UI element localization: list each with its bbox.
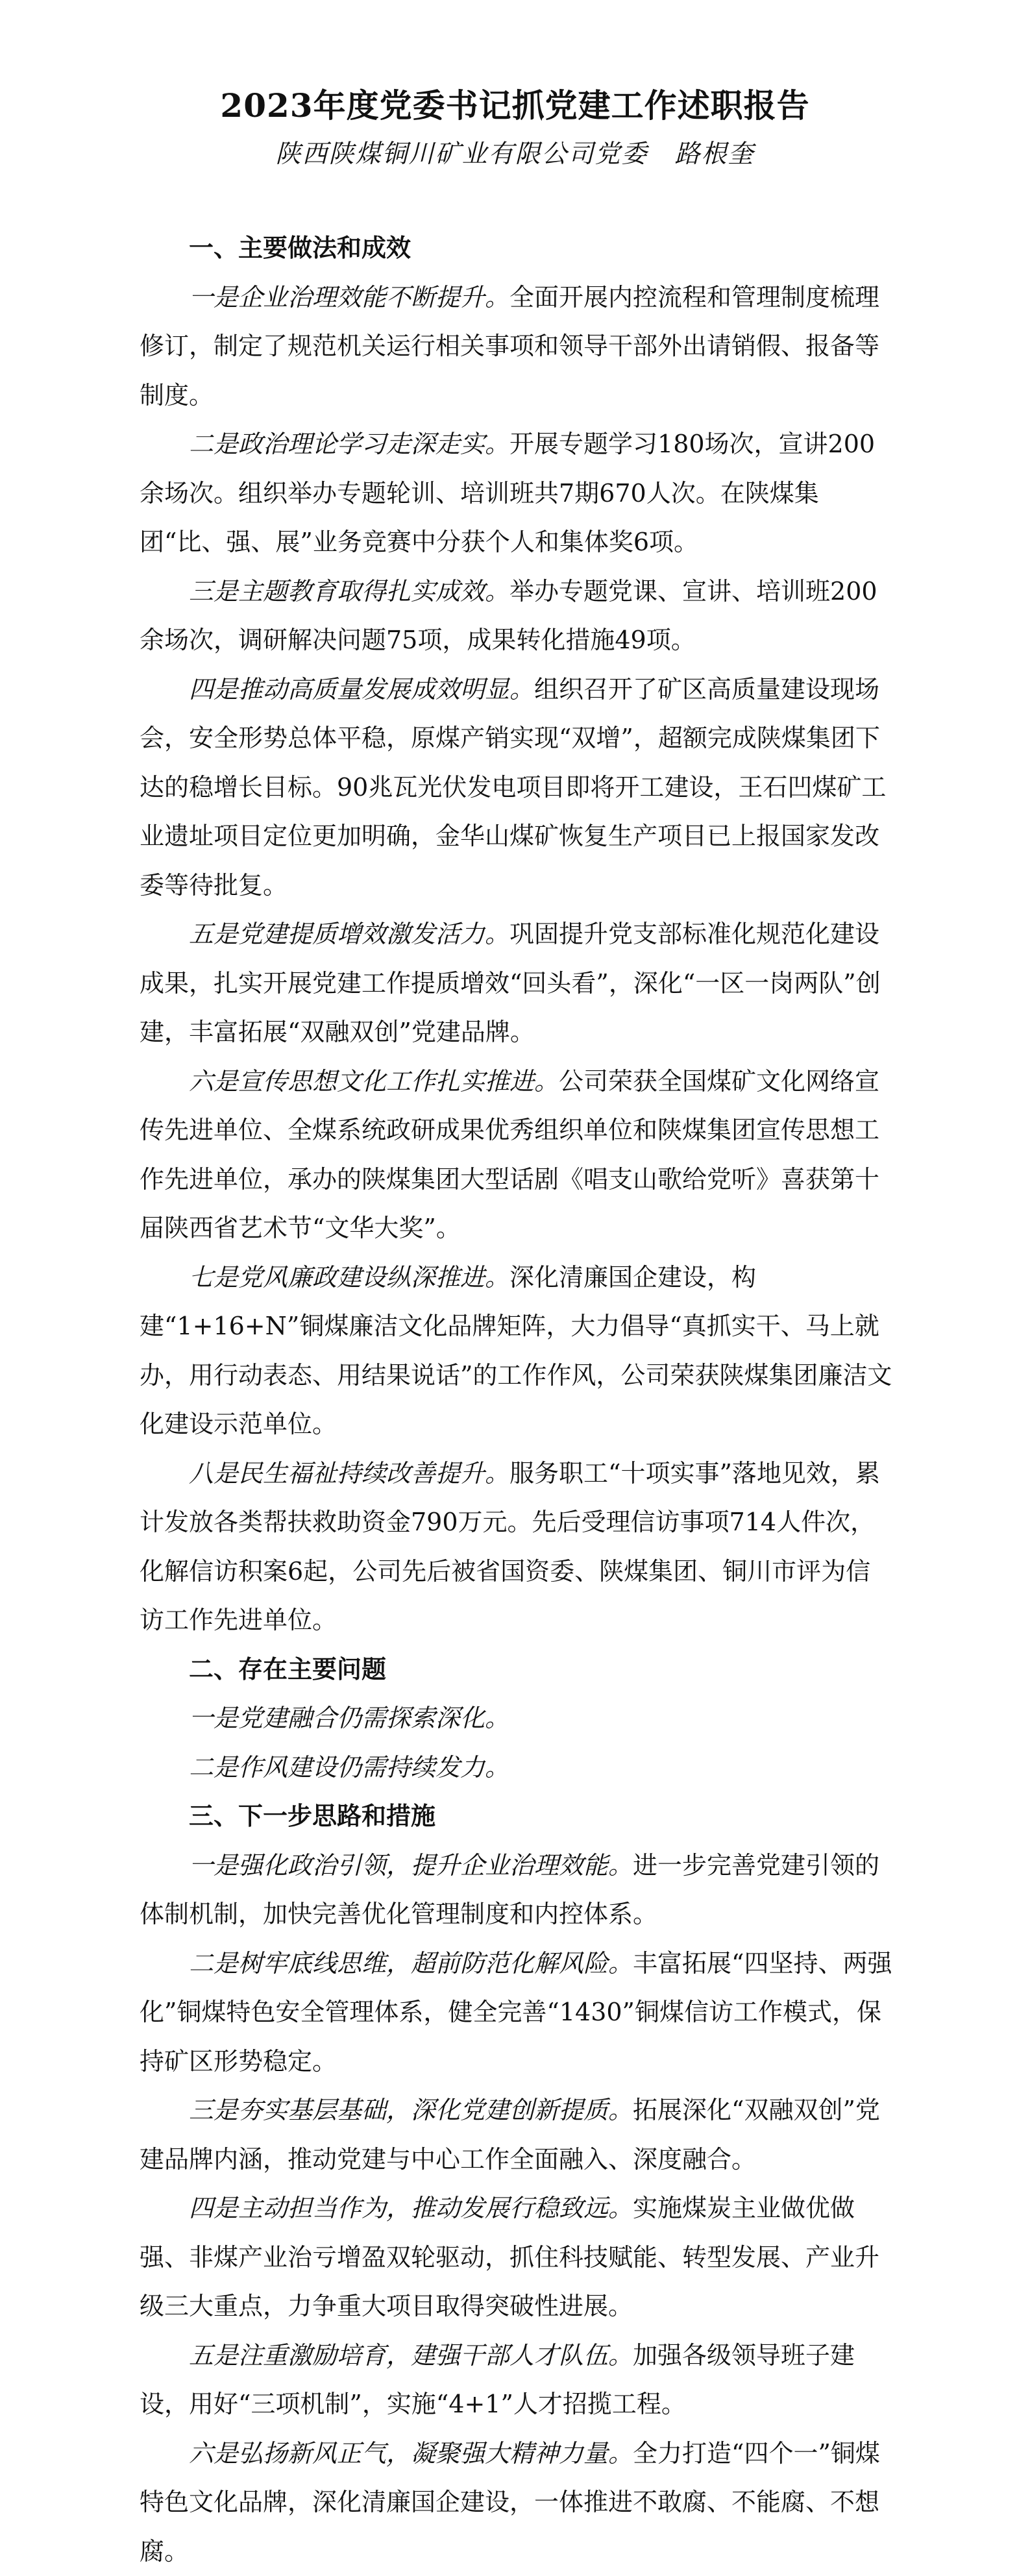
paragraph <box>140 1449 892 1645</box>
paragraph-lead: 二是政治理论学习走深走实。 <box>189 430 509 458</box>
paragraph-lead: 一是企业治理效能不断提升。 <box>189 283 509 312</box>
paragraph-text: 全面开展内控流程和管理制度梳理修订，制定了规范机关运行相关事项和领导干部外出请销假、报备等制度。 <box>140 283 879 410</box>
paragraph-lead: 二是树牢底线思维，超前防范化解风险。 <box>189 1949 633 1978</box>
paragraph <box>140 2086 892 2184</box>
paragraph-lead: 一是强化政治引领，提升企业治理效能。 <box>189 1851 633 1880</box>
section-heading-1: 一、主要做法和成效 <box>140 224 892 273</box>
paragraph <box>140 1694 892 1743</box>
paragraph-text: 服务职工“十项实事”落地见效，累计发放各类帮扶救助资金790万元。先后受理信访事项714人件次，化解信访积案6起，公司先后被省国资委、陕煤集团、铜川市评为信访工作先进单位。 <box>140 1459 880 1635</box>
paragraph-lead: 六是宣传思想文化工作扎实推进。 <box>189 1067 559 1096</box>
paragraph-lead: 二是作风建设仍需持续发力。 <box>189 1753 509 1782</box>
paragraph <box>140 1939 892 2087</box>
paragraph-lead: 四是主动担当作为，推动发展行稳致远。 <box>189 2194 633 2222</box>
section-heading-3: 三、下一步思路和措施 <box>140 1792 892 1841</box>
paragraph-text: 加强各级领导班子建设，用好“三项机制”，实施“4+1”人才招揽工程。 <box>140 2341 855 2419</box>
paragraph <box>140 1253 892 1449</box>
paragraph-lead: 三是夯实基层基础，深化党建创新提质。 <box>189 2096 633 2124</box>
paragraph-lead: 五是党建提质增效激发活力。 <box>189 920 509 948</box>
paragraph-lead: 八是民生福祉持续改善提升。 <box>189 1459 509 1488</box>
paragraph-text: 实施煤炭主业做优做强、非煤产业治亏增盈双轮驱动，抓住科技赋能、转型发展、产业升级三大重点，力争重大项目取得突破性进展。 <box>140 2194 879 2320</box>
paragraph-text: 拓展深化“双融双创”党建品牌内涵，推动党建与中心工作全面融入、深度融合。 <box>140 2096 880 2174</box>
paragraph <box>140 665 892 911</box>
paragraph-lead: 六是弘扬新风正气，凝聚强大精神力量。 <box>189 2439 633 2468</box>
paragraph-text: 进一步完善党建引领的体制机制，加快完善优化管理制度和内控体系。 <box>140 1851 879 1929</box>
paragraph-text: 公司荣获全国煤矿文化网络宣传先进单位、全煤系统政研成果优秀组织单位和陕煤集团宣传思想工作先进单位，承办的陕煤集团大型话剧《唱支山歌给党听》喜获第十届陕西省艺术节“文华大奖”。 <box>140 1067 879 1243</box>
paragraph <box>140 910 892 1057</box>
paragraph <box>140 273 892 421</box>
paragraph-lead: 一是党建融合仍需探索深化。 <box>189 1704 509 1732</box>
document-title: 2023年度党委书记抓党建工作述职报告 <box>0 83 1030 129</box>
paragraph <box>140 2429 892 2576</box>
paragraph-text: 丰富拓展“四坚持、两强化”铜煤特色安全管理体系，健全完善“1430”铜煤信访工作模式，保持矿区形势稳定。 <box>140 1949 892 2076</box>
paragraph <box>140 2184 892 2331</box>
paragraph-text: 组织召开了矿区高质量建设现场会，安全形势总体平稳，原煤产销实现“双增”，超额完成陕煤集团下达的稳增长目标。90兆瓦光伏发电项目即将开工建设，王石凹煤矿工业遗址项目定位更加明确，金华山煤矿恢复生产项目已上报国家发改委等待批复。 <box>140 675 886 900</box>
paragraph-lead: 五是注重激励培育，建强干部人才队伍。 <box>189 2341 633 2370</box>
paragraph-text: 全力打造“四个一”铜煤特色文化品牌，深化清廉国企建设，一体推进不敢腐、不能腐、不想腐。 <box>140 2439 880 2566</box>
document-subtitle: 陕西陕煤铜川矿业有限公司党委 路根奎 <box>0 136 1030 173</box>
paragraph <box>140 1743 892 1793</box>
paragraph-text: 巩固提升党支部标准化规范化建设成果，扎实开展党建工作提质增效“回头看”，深化“一区一岗两队”创建，丰富拓展“双融双创”党建品牌。 <box>140 920 881 1046</box>
paragraph <box>140 567 892 665</box>
paragraph-lead: 七是党风廉政建设纵深推进。 <box>189 1263 509 1292</box>
document-body <box>140 224 892 2576</box>
paragraph-text: 举办专题党课、宣讲、培训班200余场次，调研解决问题75项，成果转化措施49项。 <box>140 577 877 655</box>
paragraph-text: 深化清廉国企建设，构建“1+16+N”铜煤廉洁文化品牌矩阵，大力倡导“真抓实干、马上就办，用行动表态、用结果说话”的工作作风，公司荣获陕煤集团廉洁文化建设示范单位。 <box>140 1263 892 1439</box>
paragraph-lead: 四是推动高质量发展成效明显。 <box>189 675 534 704</box>
paragraph-text: 开展专题学习180场次，宣讲200余场次。组织举办专题轮训、培训班共7期670人次。在陕煤集团“比、强、展”业务竞赛中分获个人和集体奖6项。 <box>140 430 875 556</box>
paragraph <box>140 2331 892 2429</box>
paragraph <box>140 1841 892 1939</box>
paragraph <box>140 420 892 567</box>
paragraph <box>140 1057 892 1253</box>
section-heading-2: 二、存在主要问题 <box>140 1645 892 1695</box>
paragraph-lead: 三是主题教育取得扎实成效。 <box>189 577 509 606</box>
